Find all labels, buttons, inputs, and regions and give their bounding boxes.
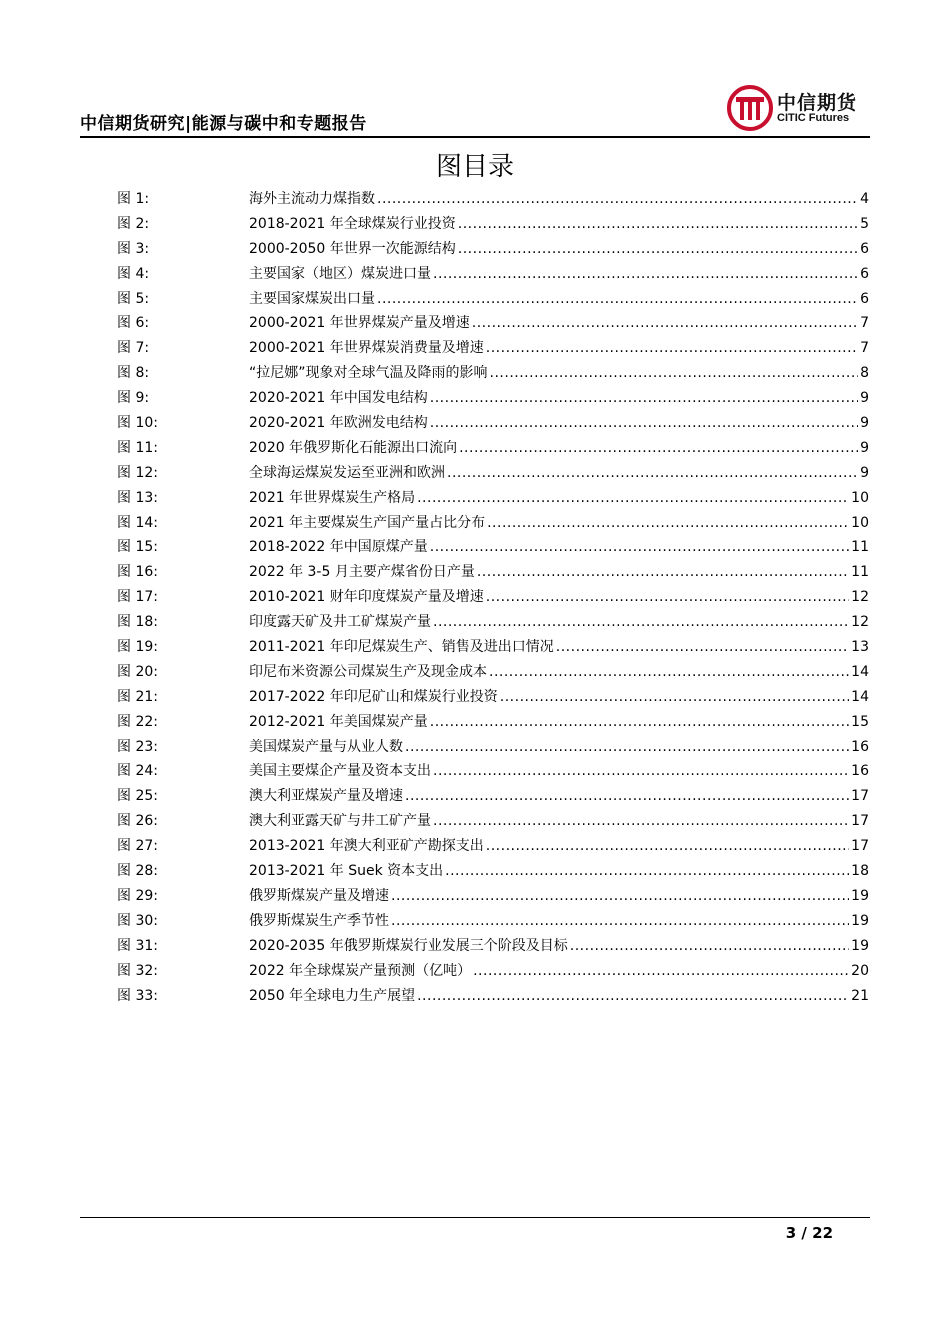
toc-entry-label: 图 1: (117, 191, 150, 207)
toc-entry-page[interactable]: 19 (851, 937, 869, 954)
toc-entry-page[interactable]: 17 (851, 838, 869, 855)
toc-entry[interactable] (117, 809, 869, 834)
toc-entry-title[interactable]: 2020 年俄罗斯化石能源出口流向 (249, 439, 458, 456)
toc-entry[interactable] (117, 187, 869, 212)
toc-entry-title[interactable]: 美国主要煤企产量及资本支出 (249, 763, 431, 780)
toc-entry-title[interactable]: 印尼布米资源公司煤炭生产及现金成本 (249, 663, 487, 680)
toc-entry-label: 图 12: (117, 464, 158, 481)
toc-dot-leader (405, 735, 849, 760)
citic-futures-logo (727, 85, 867, 131)
toc-dot-leader (486, 585, 849, 610)
toc-entry-label: 图 23: (117, 738, 158, 755)
toc-entry[interactable] (117, 486, 869, 511)
toc-entry[interactable] (117, 909, 869, 934)
toc-entry[interactable] (117, 311, 869, 336)
toc-entry[interactable] (117, 585, 869, 610)
toc-entry-title[interactable]: 印度露天矿及井工矿煤炭产量 (249, 614, 431, 631)
toc-dot-leader (472, 311, 858, 336)
toc-entry-label: 图 11: (117, 439, 158, 456)
toc-entry-page[interactable]: 16 (851, 763, 869, 780)
toc-entry-page[interactable]: 14 (851, 688, 869, 705)
toc-entry-label: 图 13: (117, 489, 158, 506)
page-number: 3 / 22 (785, 1224, 833, 1242)
toc-entry[interactable] (117, 511, 869, 536)
toc-entry-label: 图 9: (117, 390, 150, 407)
toc-entry-page[interactable]: 12 (851, 614, 869, 631)
toc-entry-title[interactable]: 2021 年主要煤炭生产国产量占比分布 (249, 514, 486, 531)
toc-entry-title[interactable]: 2020-2021 年欧洲发电结构 (249, 415, 428, 432)
toc-entry[interactable] (117, 660, 869, 685)
toc-entry-page[interactable]: 17 (851, 788, 869, 805)
toc-entry-title[interactable]: 2020-2035 年俄罗斯煤炭行业发展三个阶段及目标 (249, 937, 568, 954)
toc-entry-label: 图 7: (117, 340, 150, 357)
toc-entry[interactable] (117, 759, 869, 784)
toc-entry[interactable] (117, 287, 869, 312)
toc-entry-label: 图 16: (117, 564, 158, 581)
toc-entry-title[interactable]: 2017-2022 年印尼矿山和煤炭行业投资 (249, 688, 498, 705)
toc-entry-page[interactable]: 11 (851, 539, 869, 556)
toc-dot-leader (391, 909, 849, 934)
logo-english-name: CITIC Futures (777, 112, 850, 124)
figure-list (117, 187, 869, 1008)
toc-entry-title[interactable]: 2013-2021 年澳大利亚矿产勘探支出 (249, 838, 484, 855)
toc-entry-title[interactable]: 俄罗斯煤炭产量及增速 (249, 887, 389, 904)
toc-entry-label: 图 19: (117, 639, 158, 656)
toc-dot-leader (487, 511, 849, 536)
toc-entry-page[interactable]: 20 (851, 962, 869, 979)
toc-entry[interactable] (117, 959, 869, 984)
toc-entry[interactable] (117, 212, 869, 237)
toc-entry-page[interactable]: 12 (851, 589, 869, 606)
toc-dot-leader (405, 784, 849, 809)
toc-entry[interactable] (117, 685, 869, 710)
toc-dot-leader (489, 660, 849, 685)
toc-dot-leader (458, 212, 858, 237)
toc-entry-page[interactable]: 10 (851, 514, 869, 531)
toc-dot-leader (430, 710, 849, 735)
toc-entry-label: 图 27: (117, 838, 158, 855)
toc-entry-title[interactable]: 2010-2021 财年印度煤炭产量及增速 (249, 589, 484, 606)
toc-entry-label: 图 32: (117, 962, 158, 979)
toc-entry-page[interactable]: 19 (851, 912, 869, 929)
toc-entry-label: 图 24: (117, 763, 158, 780)
toc-entry-title[interactable]: 美国煤炭产量与从业人数 (249, 738, 403, 755)
toc-entry-page[interactable]: 17 (851, 813, 869, 830)
toc-entry-title[interactable]: 澳大利亚煤炭产量及增速 (249, 788, 403, 805)
toc-dot-leader (433, 759, 849, 784)
toc-dot-leader (556, 635, 849, 660)
toc-entry-page[interactable]: 7 (860, 340, 869, 357)
toc-entry-title[interactable]: 俄罗斯煤炭生产季节性 (249, 912, 389, 929)
toc-entry[interactable] (117, 560, 869, 585)
toc-entry-label: 图 18: (117, 614, 158, 631)
toc-dot-leader (430, 386, 858, 411)
toc-dot-leader (433, 262, 858, 287)
toc-dot-leader (473, 959, 849, 984)
header-divider (80, 136, 870, 138)
toc-entry-label: 图 30: (117, 912, 158, 929)
toc-entry-title[interactable]: “拉尼娜”现象对全球气温及降雨的影响 (249, 365, 488, 382)
toc-dot-leader (417, 984, 849, 1009)
toc-entry-label: 图 20: (117, 663, 158, 680)
toc-entry-label: 图 15: (117, 539, 158, 556)
toc-entry[interactable] (117, 436, 869, 461)
toc-entry-label: 图 25: (117, 788, 158, 805)
toc-entry[interactable] (117, 984, 869, 1009)
toc-entry-title[interactable]: 2000-2050 年世界一次能源结构 (249, 240, 456, 257)
toc-entry-label: 图 10: (117, 415, 158, 432)
toc-entry-title[interactable]: 主要国家（地区）煤炭进口量 (249, 265, 431, 282)
toc-entry-title[interactable]: 2018-2021 年全球煤炭行业投资 (249, 215, 456, 232)
toc-entry-label: 图 28: (117, 863, 158, 880)
toc-entry-title[interactable]: 2021 年世界煤炭生产格局 (249, 489, 416, 506)
toc-entry[interactable] (117, 834, 869, 859)
toc-dot-leader (500, 685, 849, 710)
toc-entry[interactable] (117, 461, 869, 486)
toc-entry[interactable] (117, 884, 869, 909)
toc-entry-page[interactable]: 6 (860, 290, 869, 307)
toc-entry-label: 图 8: (117, 365, 150, 382)
toc-entry-page[interactable]: 15 (851, 713, 869, 730)
toc-entry-page[interactable]: 6 (860, 265, 869, 282)
toc-entry[interactable] (117, 610, 869, 635)
toc-entry[interactable] (117, 934, 869, 959)
toc-dot-leader (445, 859, 849, 884)
toc-entry-label: 图 33: (117, 987, 158, 1004)
toc-dot-leader (486, 834, 849, 859)
toc-entry-page[interactable]: 9 (860, 439, 869, 456)
toc-dot-leader (377, 287, 858, 312)
toc-entry-title[interactable]: 2020-2021 年中国发电结构 (249, 390, 428, 407)
toc-entry-label: 图 22: (117, 713, 158, 730)
toc-entry-title[interactable]: 2050 年全球电力生产展望 (249, 987, 416, 1004)
toc-entry[interactable] (117, 784, 869, 809)
toc-entry-label: 图 21: (117, 688, 158, 705)
toc-entry-label: 图 31: (117, 937, 158, 954)
toc-entry-page[interactable]: 19 (851, 887, 869, 904)
toc-entry-title[interactable]: 2013-2021 年 Suek 资本支出 (249, 863, 444, 880)
toc-entry[interactable] (117, 735, 869, 760)
toc-dot-leader (417, 486, 849, 511)
toc-entry-title[interactable]: 主要国家煤炭出口量 (249, 290, 375, 307)
toc-heading: 图目录 (435, 152, 514, 182)
toc-dot-leader (433, 809, 849, 834)
toc-entry-page[interactable]: 18 (851, 863, 869, 880)
toc-dot-leader (459, 436, 858, 461)
toc-entry-title[interactable]: 海外主流动力煤指数 (249, 191, 375, 207)
toc-entry-label: 图 14: (117, 514, 158, 531)
toc-entry[interactable] (117, 635, 869, 660)
toc-entry-page[interactable]: 14 (851, 663, 869, 680)
toc-entry-label: 图 5: (117, 290, 150, 307)
toc-entry-page[interactable]: 8 (860, 365, 869, 382)
toc-entry-label: 图 4: (117, 265, 150, 282)
toc-dot-leader (477, 560, 849, 585)
toc-entry-title[interactable]: 2011-2021 年印尼煤炭生产、销售及进出口情况 (249, 639, 554, 656)
report-header-title: 中信期货研究|能源与碳中和专题报告 (80, 114, 367, 134)
toc-entry-page[interactable]: 5 (860, 215, 869, 232)
toc-entry-page[interactable]: 11 (851, 564, 869, 581)
toc-entry-title[interactable]: 2022 年 3-5 月主要产煤省份日产量 (249, 564, 475, 581)
toc-dot-leader (570, 934, 849, 959)
toc-entry-label: 图 3: (117, 240, 150, 257)
toc-entry-page[interactable]: 9 (860, 464, 869, 481)
toc-dot-leader (391, 884, 849, 909)
toc-entry-page[interactable]: 9 (860, 415, 869, 432)
toc-dot-leader (433, 610, 849, 635)
toc-dot-leader (490, 361, 859, 386)
toc-entry-label: 图 2: (117, 215, 150, 232)
toc-entry-page[interactable]: 10 (851, 489, 869, 506)
toc-dot-leader (458, 237, 858, 262)
toc-dot-leader (447, 461, 858, 486)
toc-entry[interactable] (117, 361, 869, 386)
logo-chinese-name: 中信期货 (777, 92, 858, 114)
toc-entry[interactable] (117, 237, 869, 262)
toc-entry-label: 图 29: (117, 887, 158, 904)
toc-entry[interactable] (117, 386, 869, 411)
toc-entry-title[interactable]: 2018-2022 年中国原煤产量 (249, 539, 428, 556)
toc-entry[interactable] (117, 535, 869, 560)
toc-entry-label: 图 17: (117, 589, 158, 606)
toc-dot-leader (430, 411, 858, 436)
toc-entry[interactable] (117, 262, 869, 287)
toc-entry[interactable] (117, 859, 869, 884)
toc-entry-title[interactable]: 2022 年全球煤炭产量预测（亿吨） (249, 962, 472, 979)
toc-entry[interactable] (117, 710, 869, 735)
toc-entry-label: 图 26: (117, 813, 158, 830)
toc-entry-page[interactable]: 9 (860, 390, 869, 407)
toc-dot-leader (486, 336, 858, 361)
toc-dot-leader (377, 187, 858, 212)
toc-entry-title[interactable]: 澳大利亚露天矿与井工矿产量 (249, 813, 431, 830)
footer-divider (80, 1217, 870, 1218)
toc-entry-page[interactable]: 6 (860, 240, 869, 257)
toc-entry-page[interactable]: 16 (851, 738, 869, 755)
toc-entry-page[interactable]: 4 (860, 191, 869, 207)
citic-logo-icon (727, 85, 773, 131)
toc-entry-page[interactable]: 7 (860, 315, 869, 332)
toc-entry-page[interactable]: 21 (851, 987, 869, 1004)
toc-entry-title[interactable]: 2000-2021 年世界煤炭产量及增速 (249, 315, 470, 332)
toc-entry-title[interactable]: 2012-2021 年美国煤炭产量 (249, 713, 428, 730)
toc-entry-page[interactable]: 13 (851, 639, 869, 656)
toc-entry[interactable] (117, 336, 869, 361)
toc-dot-leader (430, 535, 849, 560)
toc-entry-label: 图 6: (117, 315, 150, 332)
toc-entry-title[interactable]: 2000-2021 年世界煤炭消费量及增速 (249, 340, 484, 357)
toc-entry-title[interactable]: 全球海运煤炭发运至亚洲和欧洲 (249, 464, 445, 481)
toc-entry[interactable] (117, 411, 869, 436)
